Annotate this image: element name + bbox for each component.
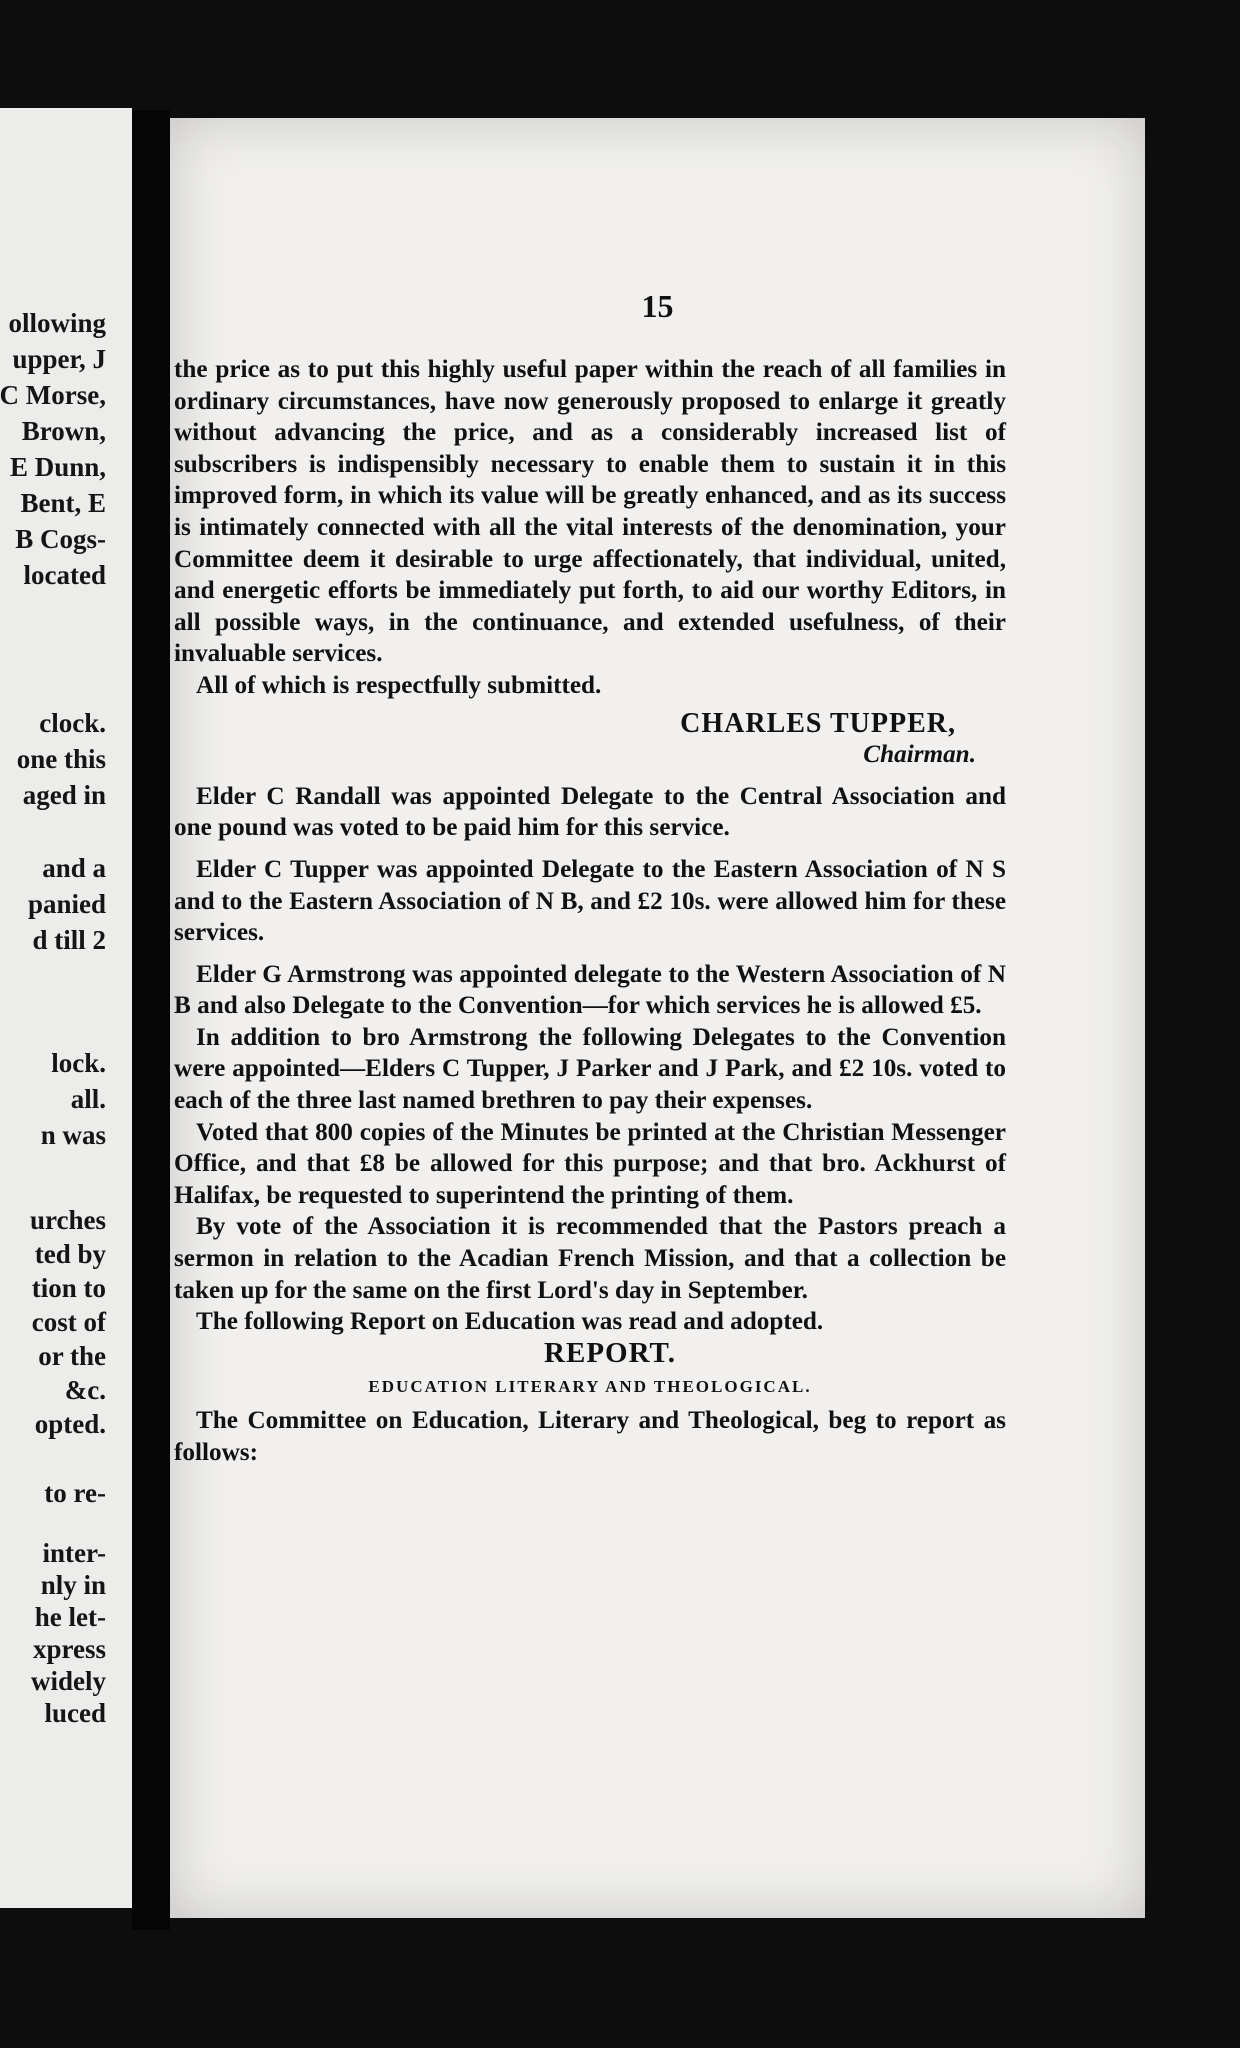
left-text-line: xpress: [32, 1634, 106, 1664]
left-text-line: B Cogs-: [15, 524, 106, 554]
signature-name: CHARLES TUPPER,: [680, 707, 956, 739]
left-text-line: panied: [27, 889, 106, 919]
left-text-line: lock.: [51, 1048, 106, 1078]
book-gutter: [132, 110, 170, 1930]
paragraph-submitted: All of which is respectfully submitted.: [196, 671, 602, 699]
left-text-line: C Morse,: [0, 380, 106, 410]
left-text-line: one this: [16, 744, 106, 774]
left-text-line: located: [23, 560, 106, 590]
paragraph-armstrong: Elder G Armstrong was appointed delegate to the Western Association of N B and also Delegate to the Convention—for which services he is allowed £5.: [174, 960, 1006, 1020]
page-body: [170, 354, 1006, 1468]
left-text-line: to re-: [44, 1478, 106, 1508]
left-text-line: E Dunn,: [9, 452, 106, 482]
paragraph-tupper: Elder C Tupper was appointed Delegate to the Eastern Association of N S and to the Eastern Association of N B, and £2 10s. were allowed him for these services.: [174, 855, 1006, 947]
report-title: REPORT.: [544, 1336, 676, 1369]
paragraph-education-committee: The Committee on Education, Literary and Theological, beg to report as follows:: [174, 1407, 1006, 1466]
right-page: [170, 118, 1145, 1918]
left-text-line: urches: [29, 1205, 106, 1235]
left-text-line: inter-: [42, 1538, 106, 1568]
left-text-line: nly in: [40, 1570, 106, 1600]
left-text-line: and a: [42, 853, 106, 883]
left-page-fragment: [0, 108, 132, 1908]
left-text-line: widely: [30, 1666, 106, 1696]
paragraph-minutes-printing: Voted that 800 copies of the Minutes be printed at the Christian Messenger Office, and that £8 be allowed for this purpose; and that bro. Ackhurst of Halifax, be requested to superintend the printing of them.: [174, 1118, 1006, 1209]
left-text-line: clock.: [39, 708, 106, 738]
left-text-line: luced: [44, 1698, 106, 1728]
left-text-line: aged in: [22, 780, 106, 810]
left-text-line: all.: [70, 1084, 106, 1114]
paragraph-committee-continuation: the price as to put this highly useful paper within the reach of all families in ordinary circumstances, have now generously proposed to enlarge it greatly without advancing the price, and as a considerably increased list of subscribers is indispensibly necessary to enable them to sustain it in this improved form, in which its value will be greatly enhanced, and as its success is intimately connected with all the vital interests of the denomination, your Committee deem it desirable to urge affectionately, that individual, united, and energetic efforts be immediately put forth, to aid our worthy Editors, in all possible ways, in the continuance, and extended usefulness, of their invaluable services.: [174, 356, 1006, 668]
left-text-line: ollowing: [8, 308, 106, 338]
left-text-line: d till 2: [32, 925, 106, 955]
paragraph-french-mission: By vote of the Association it is recommended that the Pastors preach a sermon in relation to the Acadian French Mission, and that a collection be taken up for the same on the first Lord's day in September.: [174, 1213, 1006, 1304]
left-text-line: he let-: [34, 1602, 106, 1632]
signature-title: Chairman.: [863, 741, 976, 769]
left-text-line: ted by: [34, 1239, 106, 1269]
left-text-line: n was: [40, 1120, 106, 1150]
left-text-line: Bent, E: [20, 488, 106, 518]
paragraph-education-report-intro: The following Report on Education was read and adopted.: [196, 1308, 824, 1336]
left-text-line: tion to: [31, 1273, 106, 1303]
left-text-line: opted.: [34, 1409, 106, 1439]
page-number: 15: [641, 288, 674, 324]
left-text-line: Brown,: [21, 416, 106, 446]
left-text-line: &c.: [64, 1375, 106, 1405]
paragraph-convention-delegates: In addition to bro Armstrong the following Delegates to the Convention were appointed—Elders C Tupper, J Parker and J Park, and £2 10s. voted to each of the three last named brethren to pay their expenses.: [174, 1023, 1006, 1115]
report-subtitle: EDUCATION LITERARY AND THEOLOGICAL.: [368, 1377, 812, 1397]
left-text-line: cost of: [31, 1307, 106, 1337]
left-text-line: or the: [38, 1341, 106, 1371]
left-text-line: upper, J: [12, 344, 106, 374]
paragraph-randall: Elder C Randall was appointed Delegate to the Central Association and one pound was voted to be paid him for this service.: [174, 782, 1006, 842]
